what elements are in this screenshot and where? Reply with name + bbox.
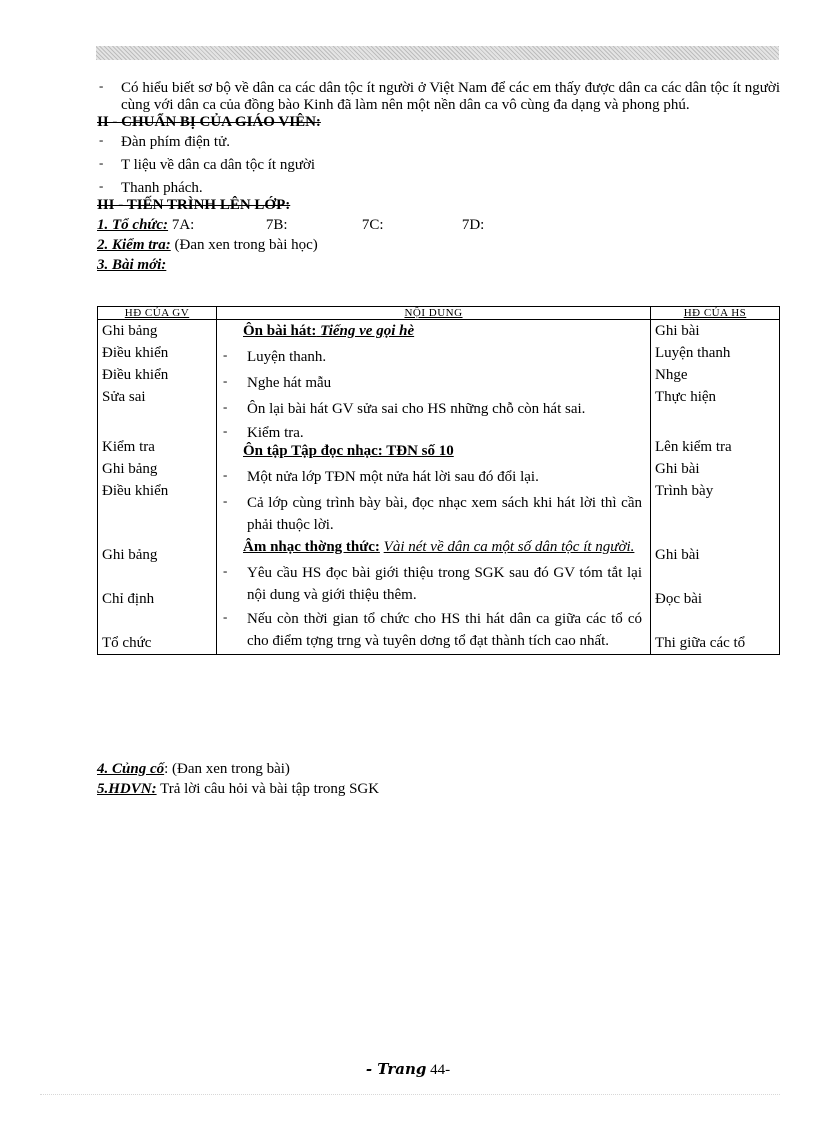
content-item-text: Cả lớp cùng trình bày bài, đọc nhạc xem sách khi hát lời thì cần phải thuộc lời. <box>247 495 642 533</box>
section-review-song-title: Ôn bài hát: <box>243 323 317 339</box>
page-number <box>0 1060 816 1079</box>
header-content <box>217 307 651 320</box>
gv-activity <box>102 524 212 546</box>
new-lesson-line <box>97 257 780 274</box>
header-content-text: NỘI DUNG <box>404 307 463 319</box>
class-7a: 7A: <box>171 217 195 233</box>
class-7b: 7B: <box>265 217 288 233</box>
gv-activity: Ghi bảng <box>102 323 158 339</box>
content-item <box>223 466 642 488</box>
gv-activity: Điều khiển <box>102 345 169 361</box>
check-line <box>97 237 780 254</box>
content-item-text: Nếu còn thời gian tổ chức cho HS thi hát dân ca giữa các tổ có cho điểm tợng trng và tuyên dơng tổ đạt thành tích cao nhất. <box>247 611 642 649</box>
section3-heading: III - TIẾN TRÌNH LÊN LỚP: <box>97 197 291 213</box>
new-lesson-label: 3. Bài mới: <box>97 257 167 273</box>
header-gv <box>98 307 217 320</box>
class-7d: 7D: <box>461 217 485 233</box>
intro-bullet <box>97 80 780 114</box>
consolidation-label: 4. Củng cố <box>97 761 165 777</box>
content-item-text: Một nửa lớp TĐN một nửa hát lời sau đó đổi lại. <box>247 469 539 485</box>
content-item <box>223 346 642 368</box>
hs-activity: Thi giữa các tổ <box>655 635 746 651</box>
page-number-label: - Trang <box>365 1060 427 1078</box>
hs-activity: Ghi bài <box>655 547 700 563</box>
content-item <box>223 562 642 606</box>
hs-activity: Thực hiện <box>655 389 717 405</box>
table-header-row <box>98 307 780 320</box>
consolidation-text: : (Đan xen trong bài) <box>164 761 290 777</box>
hs-activity <box>655 502 775 524</box>
organization-line <box>97 217 780 234</box>
class-7c: 7C: <box>361 217 384 233</box>
section-music-appreciation-note: Vài nét về dân ca một số dân tộc ít người. <box>383 539 635 555</box>
homework-line <box>97 778 780 800</box>
header-gv-text: HĐ CỦA GV <box>124 307 190 319</box>
gv-activity: Điều khiển <box>102 367 169 383</box>
homework-label: 5.HDVN: <box>97 781 157 797</box>
content-item-text: Nghe hát mẫu <box>247 375 332 391</box>
content-item-text: Yêu cầu HS đọc bài giới thiệu trong SGK sau đó GV tóm tắt lại nội dung và giới thiệu thêm. <box>247 565 642 603</box>
header-hs-text: HĐ CỦA HS <box>683 307 747 319</box>
hs-activities-column <box>651 320 780 655</box>
prep-item-text: Thanh phách. <box>121 180 203 196</box>
hs-activity: Luyện thanh <box>655 345 731 361</box>
prep-item <box>97 180 780 197</box>
hs-activity: Lên kiểm tra <box>655 439 732 455</box>
content-item <box>223 372 642 394</box>
content-column <box>217 320 651 655</box>
gv-activity <box>102 502 212 524</box>
content-item-text: Ôn lại bài hát GV sửa sai cho HS những chỗ còn hát sai. <box>247 401 586 417</box>
content-item <box>223 398 642 420</box>
lesson-plan-table <box>97 306 780 655</box>
prep-item-text: Đàn phím điện tử. <box>121 134 230 150</box>
content-item-text: Kiểm tra. <box>247 425 304 441</box>
intro-bullet-text: Có hiểu biết sơ bộ về dân ca các dân tộc ít người ở Việt Nam để các em thấy được dân ca các dân tộc ít người cùng với dân ca của đồng bào Kinh đã làm nên một nền dân ca vô cùng đa dạng và phong phú. <box>121 80 780 113</box>
hs-activity <box>655 610 775 632</box>
header-hs <box>651 307 780 320</box>
hs-activity <box>655 566 775 588</box>
page-number-value: 44- <box>430 1062 451 1078</box>
section-review-song <box>223 320 642 342</box>
gv-activity <box>102 566 212 588</box>
section2-heading: II - CHUẨN BỊ CỦA GIÁO VIÊN: <box>97 114 321 130</box>
gv-activity: Ghi bảng <box>102 461 158 477</box>
header-pattern-bar <box>96 46 779 60</box>
prep-item-text: T liệu về dân ca dân tộc ít người <box>121 157 316 173</box>
hs-activity: Ghi bài <box>655 461 700 477</box>
gv-activity <box>102 610 212 632</box>
check-text: (Đan xen trong bài học) <box>174 237 318 253</box>
homework-text: Trả lời câu hỏi và bài tập trong SGK <box>160 781 380 797</box>
section-music-appreciation-title: Âm nhạc thờng thức: <box>243 539 380 555</box>
section-sight-reading: Ôn tập Tập đọc nhạc: TĐN số 10 <box>243 443 454 459</box>
hs-activity <box>655 408 775 430</box>
gv-activity: Điều khiển <box>102 483 169 499</box>
organization-label: 1. Tổ chức: <box>97 217 169 233</box>
lesson-footer <box>97 758 780 800</box>
content-item <box>223 422 642 444</box>
prep-item <box>97 157 780 174</box>
gv-activity <box>102 408 212 430</box>
hs-activity: Đọc bài <box>655 591 703 607</box>
hs-activity <box>655 524 775 546</box>
check-label: 2. Kiểm tra: <box>97 237 171 253</box>
content-item <box>223 608 642 652</box>
gv-activity: Ghi bảng <box>102 547 158 563</box>
table-body-row <box>98 320 780 655</box>
consolidation-line <box>97 758 780 780</box>
section-music-appreciation <box>223 536 642 558</box>
hs-activity: Nhge <box>655 367 688 383</box>
prep-item <box>97 134 780 151</box>
lesson-body <box>97 80 780 274</box>
hs-activity: Trình bày <box>655 483 714 499</box>
gv-activities-column <box>98 320 217 655</box>
bottom-dotted-rule <box>40 1094 780 1095</box>
gv-activity: Kiểm tra <box>102 439 155 455</box>
hs-activity: Ghi bài <box>655 323 700 339</box>
song-name: Tiếng ve gọi hè <box>320 323 415 339</box>
gv-activity: Sửa sai <box>102 389 146 405</box>
content-item <box>223 492 642 536</box>
content-item-text: Luyện thanh. <box>247 349 327 365</box>
gv-activity: Tổ chức <box>102 635 152 651</box>
gv-activity: Chỉ định <box>102 591 155 607</box>
